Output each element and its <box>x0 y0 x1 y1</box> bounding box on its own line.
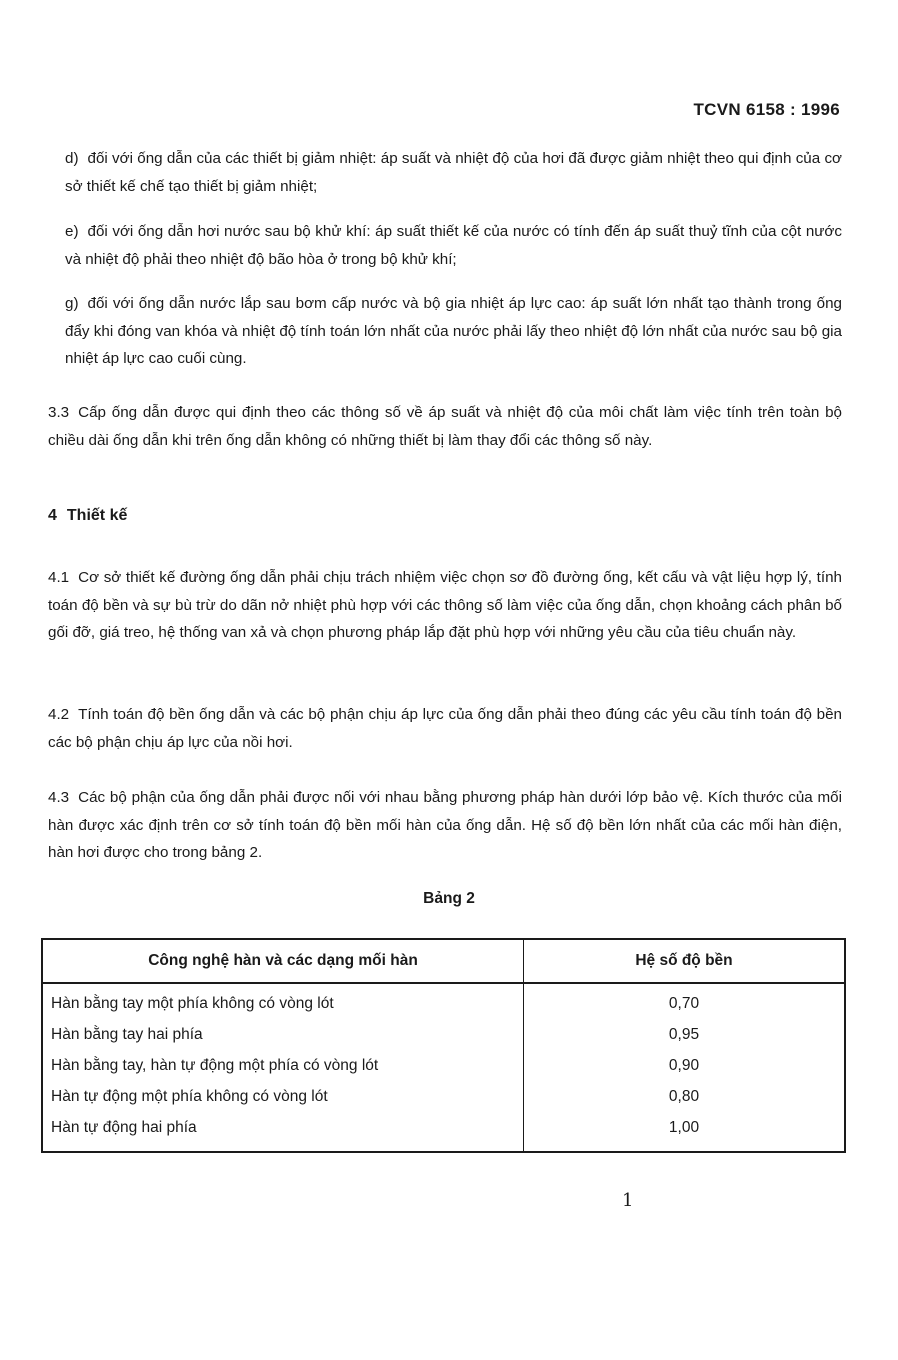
clause-4-2-text: Tính toán độ bền ống dẫn và các bộ phận chịu áp lực của ống dẫn phải theo đúng các yêu cầu tính toán độ bền các bộ phận chịu áp lực của nồi hơi. <box>48 706 842 751</box>
clause-3-3 <box>48 399 842 454</box>
method-column <box>43 984 524 1151</box>
clause-4-2 <box>48 701 842 756</box>
clause-4-3-text: Các bộ phận của ống dẫn phải được nối với nhau bằng phương pháp hàn dưới lớp bảo vệ. Kích thước của mối hàn được xác định trên cơ sở tính toán độ bền mối hàn của ống dẫn. Hệ số độ bền lớn nhất của các mối hàn điện, hàn hơi được cho trong bảng 2. <box>48 789 842 861</box>
item-d <box>65 145 842 200</box>
clause-4-3-number: 4.3 <box>48 789 70 806</box>
coefficient-column <box>524 984 844 1151</box>
item-e-label: e) <box>65 223 79 240</box>
clause-4-2-number: 4.2 <box>48 706 70 723</box>
section-4-number: 4 <box>48 507 57 524</box>
table-cell-method: Hàn tự động một phía không có vòng lót <box>51 1088 328 1105</box>
clause-4-1-number: 4.1 <box>48 569 70 586</box>
table-cell-method: Hàn bằng tay hai phía <box>51 1026 203 1043</box>
item-e <box>65 218 842 273</box>
item-d-label: d) <box>65 150 79 167</box>
table-cell-method: Hàn bằng tay, hàn tự động một phía có vòng lót <box>51 1057 379 1074</box>
table-header-method: Công nghệ hàn và các dạng mối hàn <box>43 940 524 982</box>
item-g-label: g) <box>65 295 79 312</box>
section-4-title: Thiết kế <box>66 507 128 524</box>
table-cell-coefficient: 1,00 <box>668 1119 700 1136</box>
page-mark: 1 <box>622 1190 634 1211</box>
table-cell-coefficient: 0,80 <box>668 1088 700 1105</box>
table-body <box>43 984 844 1151</box>
clause-4-1-text: Cơ sở thiết kế đường ống dẫn phải chịu trách nhiệm việc chọn sơ đồ đường ống, kết cấu và vật liệu hợp lý, tính toán độ bền và sự bù trừ do dãn nở nhiệt phù hợp với các thông số làm việc của ống dẫn, chọn khoảng cách phân bố gối đỡ, giá treo, hệ thống van xả và chọn phương pháp lắp đặt phù hợp với những yêu cầu của tiêu chuẩn này. <box>48 569 842 641</box>
item-g-text: đối với ống dẫn nước lắp sau bơm cấp nước và bộ gia nhiệt áp lực cao: áp suất lớn nhất tạo thành trong ống đẩy khi đóng van khóa và nhiệt độ tính toán lớn nhất của nước phải lấy theo nhiệt độ lớn nhất của nước sau bộ gia nhiệt áp lực cao cuối cùng. <box>65 295 842 367</box>
weld-strength-table <box>41 938 846 1153</box>
item-e-text: đối với ống dẫn hơi nước sau bộ khử khí: áp suất thiết kế của nước có tính đến áp suất thuỷ tĩnh của cột nước và nhiệt độ phải theo nhiệt độ bão hòa ở trong bộ khử khí; <box>65 223 842 268</box>
clause-3-3-number: 3.3 <box>48 404 70 421</box>
table-header-row <box>43 940 844 984</box>
table-cell-coefficient: 0,70 <box>668 995 700 1012</box>
table-cell-coefficient: 0,95 <box>668 1026 700 1043</box>
clause-4-1 <box>48 564 842 647</box>
table-header-coefficient: Hệ số độ bền <box>635 952 733 969</box>
clause-4-3 <box>48 784 842 867</box>
section-4-heading <box>48 507 127 525</box>
table-caption: Bảng 2 <box>423 890 475 907</box>
item-g <box>65 290 842 373</box>
clause-3-3-text: Cấp ống dẫn được qui định theo các thông số về áp suất và nhiệt độ của môi chất làm việc tính trên toàn bộ chiều dài ống dẫn khi trên ống dẫn không có những thiết bị làm thay đổi các thông số này. <box>48 404 842 449</box>
item-d-text: đối với ống dẫn của các thiết bị giảm nhiệt: áp suất và nhiệt độ của hơi đã được giảm nhiệt theo qui định của cơ sở thiết kế chế tạo thiết bị giảm nhiệt; <box>65 150 842 195</box>
table-cell-coefficient: 0,90 <box>668 1057 700 1074</box>
table-cell-method: Hàn bằng tay một phía không có vòng lót <box>51 995 334 1012</box>
standard-code: TCVN 6158 : 1996 <box>693 100 840 119</box>
table-cell-method: Hàn tự động hai phía <box>51 1119 197 1136</box>
